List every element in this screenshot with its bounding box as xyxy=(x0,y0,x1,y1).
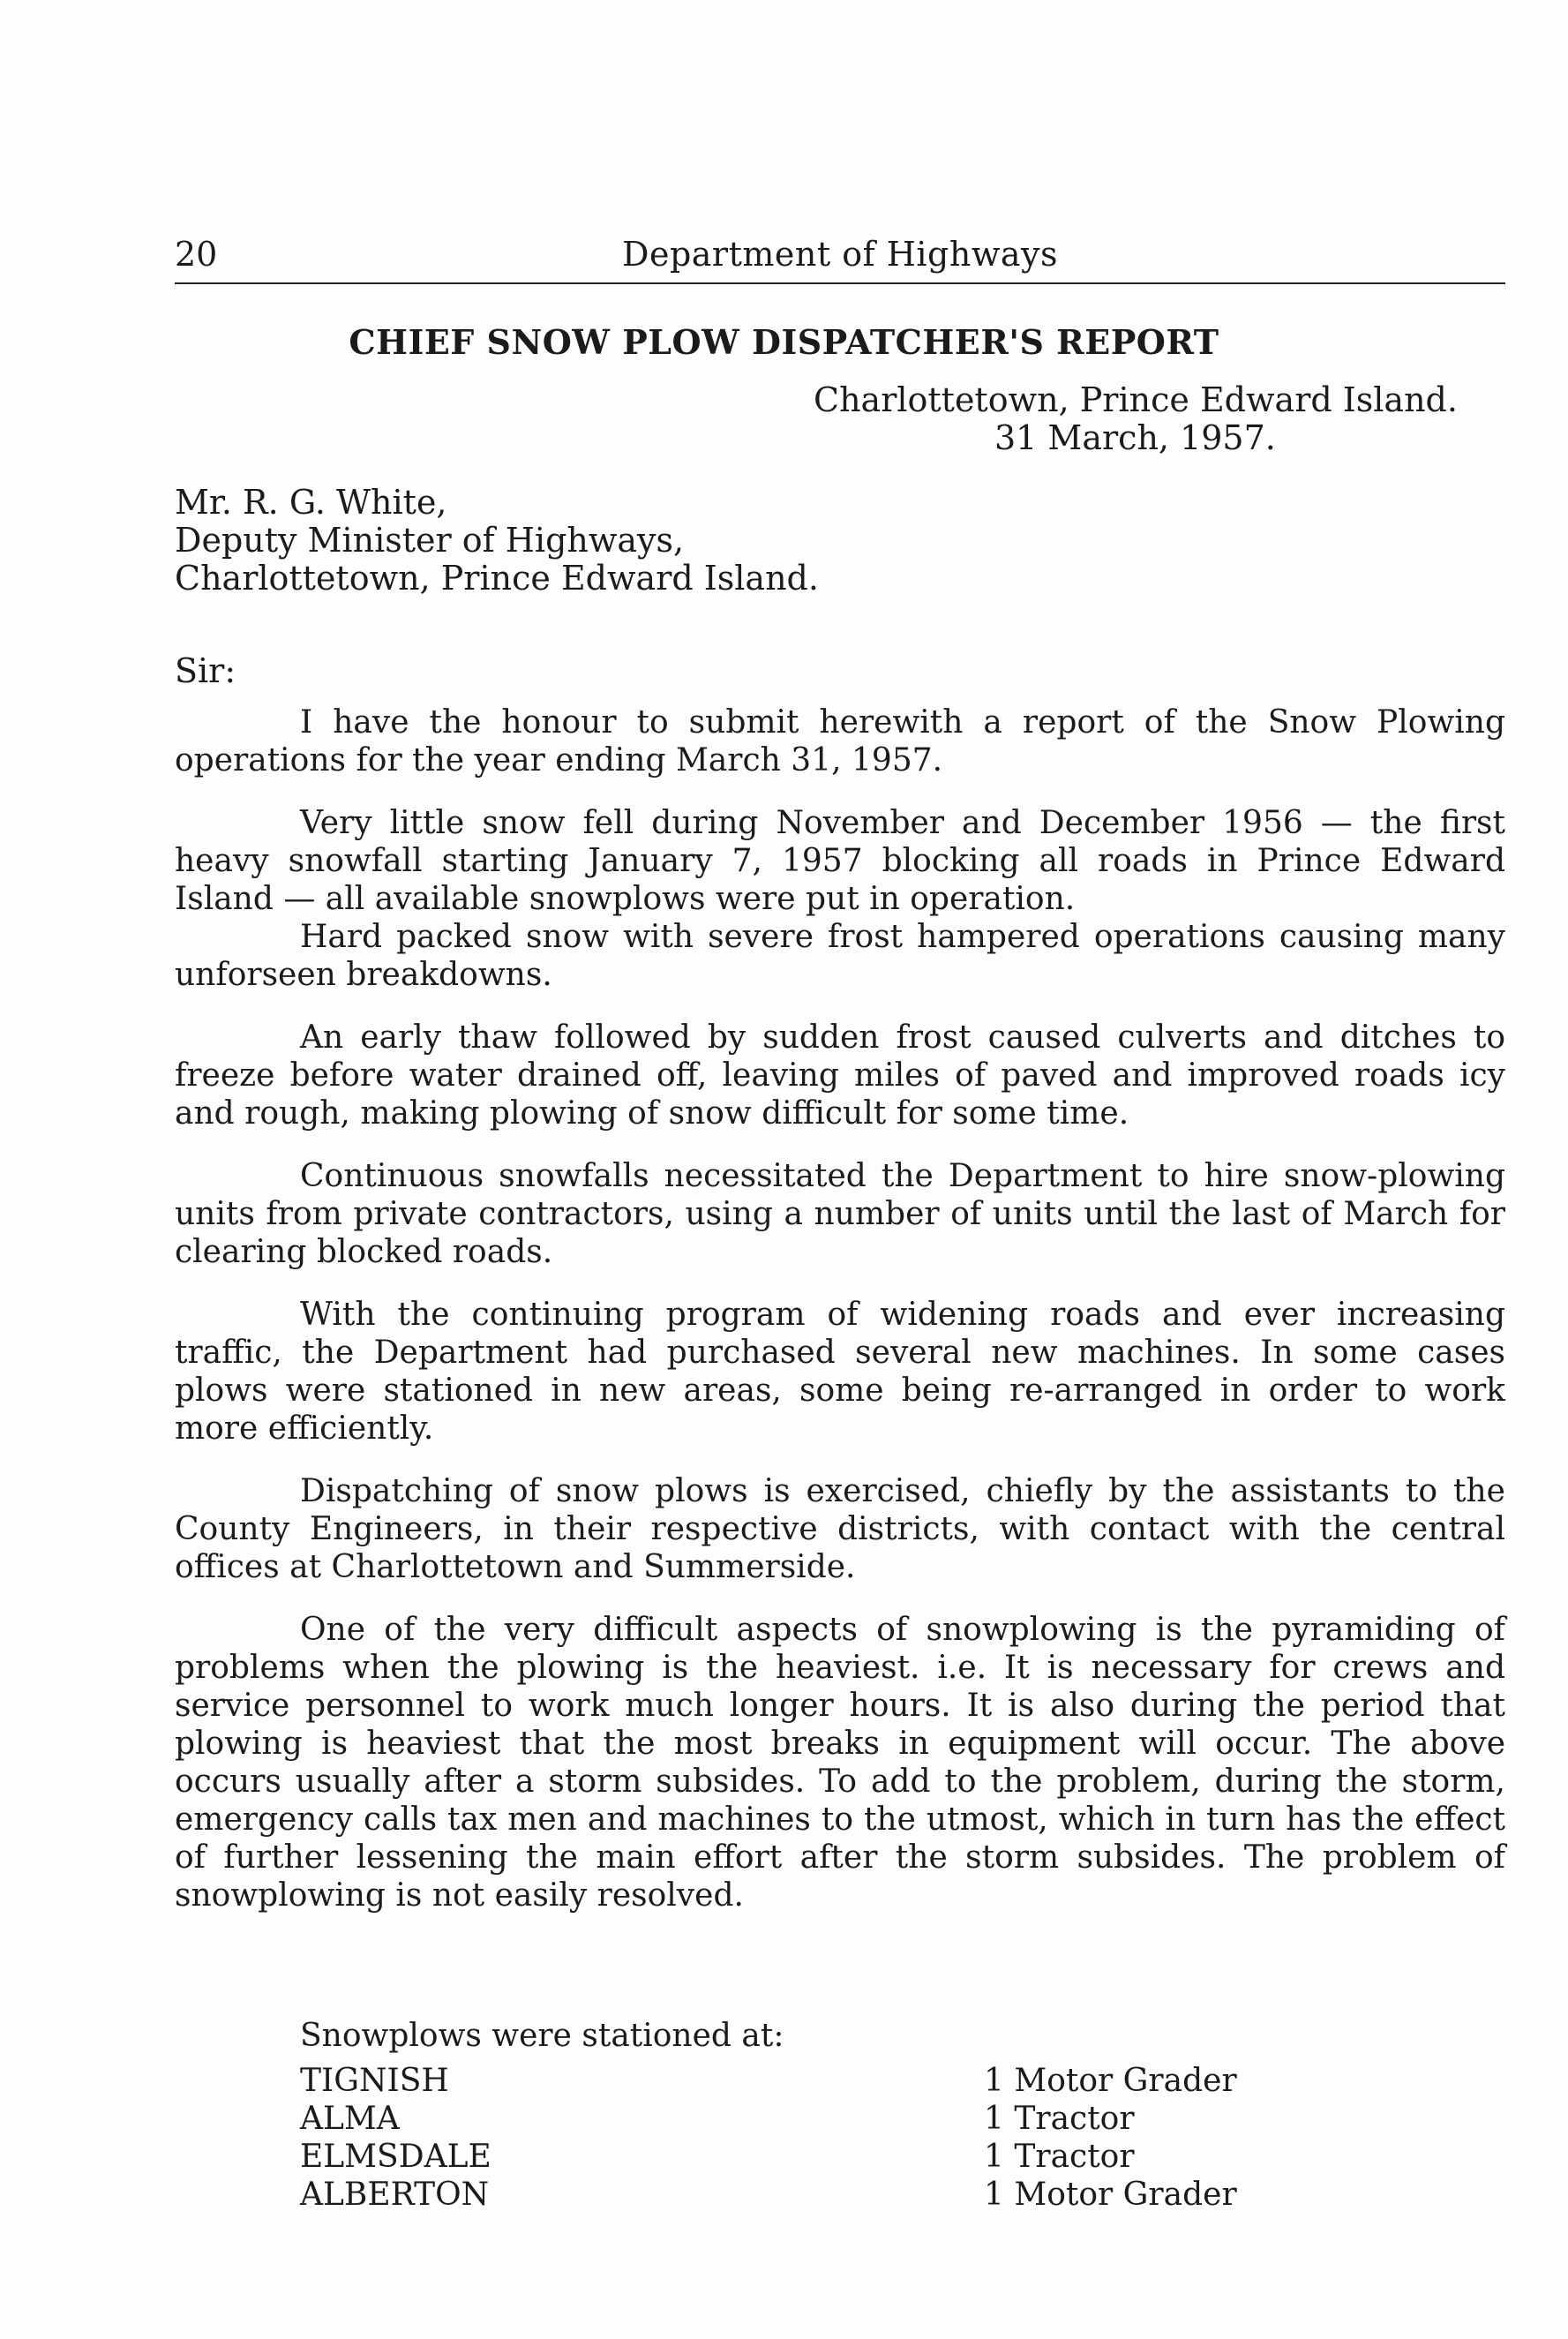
report-body xyxy=(175,703,1505,1914)
paragraph: An early thaw followed by sudden frost caused culverts and ditches to freeze before water drained off, leaving miles of paved and improved roads icy and rough, making plowing of snow difficult for some time. xyxy=(175,1019,1505,1132)
station-row xyxy=(300,2062,1447,2100)
stations-intro: Snowplows were stationed at: xyxy=(300,2018,784,2054)
date-line: 31 March, 1957. xyxy=(994,418,1276,457)
paragraph: Dispatching of snow plows is exercised, chiefly by the assistants to the County Engineers, in their respective districts, with contact with the central offices at Charlottetown and Summerside. xyxy=(175,1473,1505,1585)
station-place: TIGNISH xyxy=(300,2063,449,2099)
page-number: 20 xyxy=(175,235,218,274)
station-equipment: 1 Motor Grader xyxy=(984,2177,1237,2213)
addressee-title: Deputy Minister of Highways, xyxy=(175,521,685,560)
station-row xyxy=(300,2138,1447,2176)
salutation: Sir: xyxy=(175,651,236,690)
station-equipment: 1 Tractor xyxy=(984,2101,1135,2137)
paragraph: Continuous snowfalls necessitated the Department to hire snow-plowing units from private contractors, using a number of units until the last of March for clearing blocked roads. xyxy=(175,1158,1505,1270)
paragraph: One of the very difficult aspects of snowplowing is the pyramiding of problems when the plowing is the heaviest. i.e. It is necessary for crews and service personnel to work much longer hours. It is also during the period that plowing is heaviest that the most breaks in equipment will occur. The above occurs usually after a storm subsides. To add to the problem, during the storm, emergency calls tax men and machines to the utmost, which in turn has the effect of further lessening the main effort after the storm subsides. The problem of snowplowing is not easily resolved. xyxy=(175,1612,1505,1914)
station-place: ELMSDALE xyxy=(300,2139,491,2175)
paragraph: With the continuing program of widening roads and ever increasing traffic, the Department had purchased several new machines. In some cases plows were stationed in new areas, some being re-arranged in order to work more efficiently. xyxy=(175,1297,1505,1447)
paragraph: I have the honour to submit herewith a report of the Snow Plowing operations for the year ending March 31, 1957. xyxy=(175,704,1505,778)
station-equipment: 1 Tractor xyxy=(984,2139,1135,2175)
running-head: Department of Highways xyxy=(622,235,1058,274)
place-line: Charlottetown, Prince Edward Island. xyxy=(814,380,1458,419)
station-place: ALBERTON xyxy=(300,2177,490,2213)
addressee-block xyxy=(175,484,819,598)
station-row xyxy=(300,2100,1447,2138)
paragraph: Hard packed snow with severe frost hampered operations causing many unforseen breakdowns. xyxy=(175,919,1505,993)
addressee-location: Charlottetown, Prince Edward Island. xyxy=(175,559,819,598)
page-header xyxy=(175,231,1505,284)
stations-list xyxy=(300,2017,1447,2214)
station-equipment: 1 Motor Grader xyxy=(984,2063,1237,2099)
station-place: ALMA xyxy=(300,2101,400,2137)
place-date-block xyxy=(814,381,1511,457)
addressee-name: Mr. R. G. White, xyxy=(175,483,447,522)
report-title: CHIEF SNOW PLOW DISPATCHER'S REPORT xyxy=(349,322,1219,362)
station-row xyxy=(300,2176,1447,2214)
paragraph: Very little snow fell during November and December 1956 — the first heavy snowfall starting January 7, 1957 blocking all roads in Prince Edward Island — all available snowplows were put in operation. xyxy=(175,805,1505,917)
